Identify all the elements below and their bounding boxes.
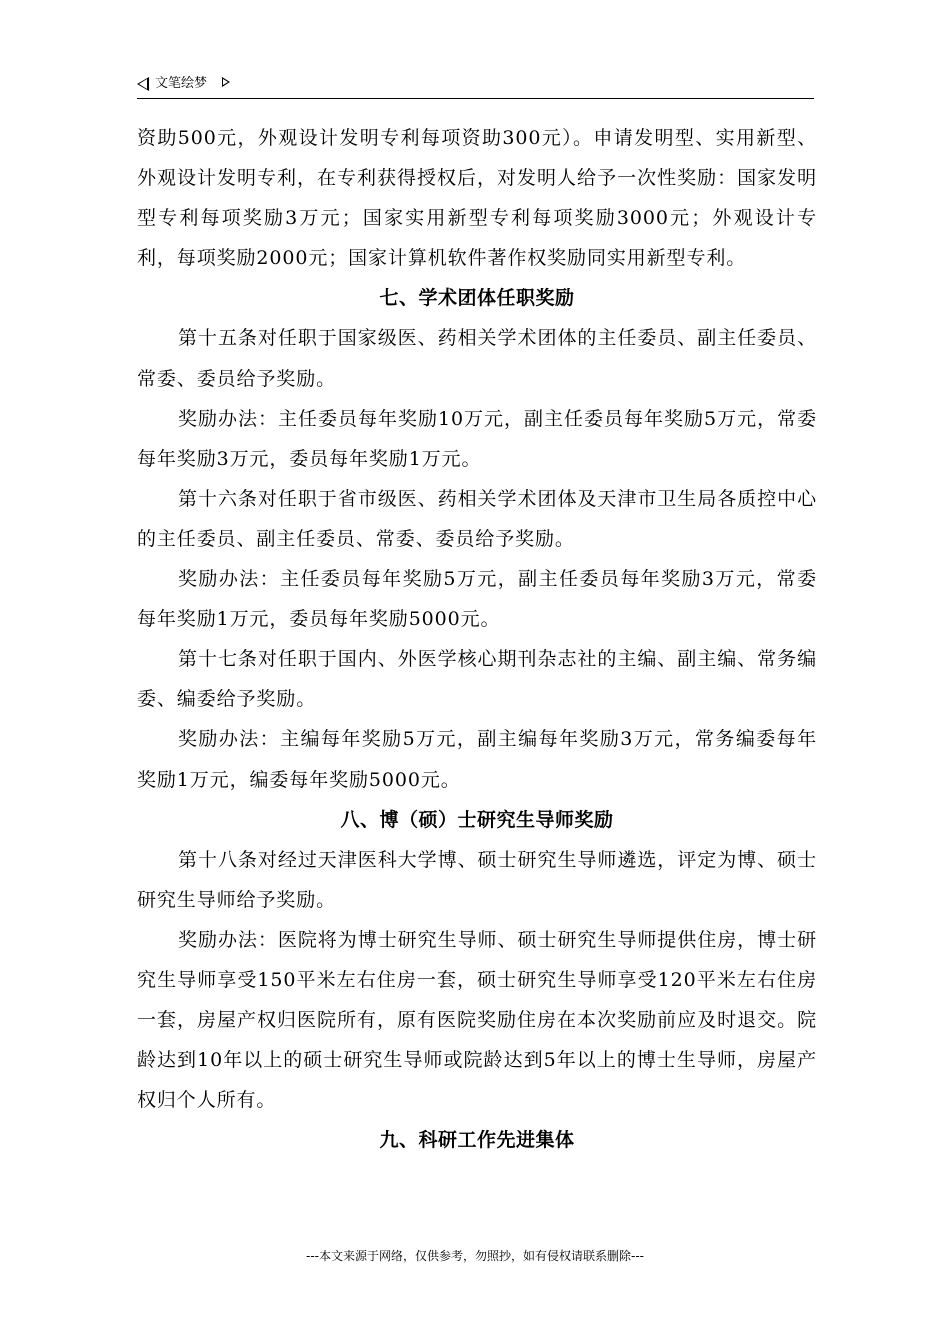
paragraph-article-17: 第十七条对任职于国内、外医学核心期刊杂志社的主编、副主编、常务编委、编委给予奖励。: [137, 648, 817, 711]
document-body: [137, 118, 817, 1160]
paragraph-article-15: 第十五条对任职于国家级医、药相关学术团体的主任委员、副主任委员、常委、委员给予奖励。: [137, 327, 817, 390]
section-heading-advanced-team: 九、科研工作先进集体: [379, 1129, 575, 1152]
page-footer-notice: ---本文来源于网络，仅供参考，勿照抄，如有侵权请联系删除---: [306, 1249, 644, 1263]
triangle-left-icon: [137, 77, 149, 91]
section-heading-supervisors: 八、博（硕）士研究生导师奖励: [340, 808, 614, 831]
header-brand: 文笔绘梦: [155, 76, 208, 91]
page-header: [137, 72, 814, 99]
paragraph-article-18: 第十八条对经过天津医科大学博、硕士研究生导师遴选，评定为博、硕士研究生导师给予奖励。: [137, 848, 817, 911]
paragraph-award-method-15: 奖励办法：主任委员每年奖励10万元，副主任委员每年奖励5万元，常委每年奖励3万元，委员每年奖励1万元。: [137, 407, 817, 470]
paragraph-patent-funding: 资助500元，外观设计发明专利每项资助300元）。申请发明型、实用新型、外观设计发明专利，在专利获得授权后，对发明人给予一次性奖励：国家发明型专利每项奖励3万元；国家实用新型专利每项奖励3000元；外观设计专利，每项奖励2000元；国家计算机软件著作权奖励同实用新型专利。: [137, 127, 817, 270]
paragraph-award-method-17: 奖励办法：主编每年奖励5万元，副主编每年奖励3万元，常务编委每年奖励1万元，编委每年奖励5000元。: [137, 728, 817, 791]
section-heading-academic-posts: 七、学术团体任职奖励: [379, 287, 575, 310]
paragraph-article-16: 第十六条对任职于省市级医、药相关学术团体及天津市卫生局各质控中心的主任委员、副主任委员、常委、委员给予奖励。: [137, 487, 817, 550]
triangle-right-icon: [222, 77, 230, 87]
paragraph-award-method-18: 奖励办法：医院将为博士研究生导师、硕士研究生导师提供住房，博士研究生导师享受150平米左右住房一套，硕士研究生导师享受120平米左右住房一套，房屋产权归医院所有，原有医院奖励住房在本次奖励前应及时退交。院龄达到10年以上的硕士研究生导师或院龄达到5年以上的博士生导师，房屋产权归个人所有。: [137, 928, 817, 1112]
paragraph-award-method-16: 奖励办法：主任委员每年奖励5万元，副主任委员每年奖励3万元，常委每年奖励1万元，委员每年奖励5000元。: [137, 568, 817, 631]
